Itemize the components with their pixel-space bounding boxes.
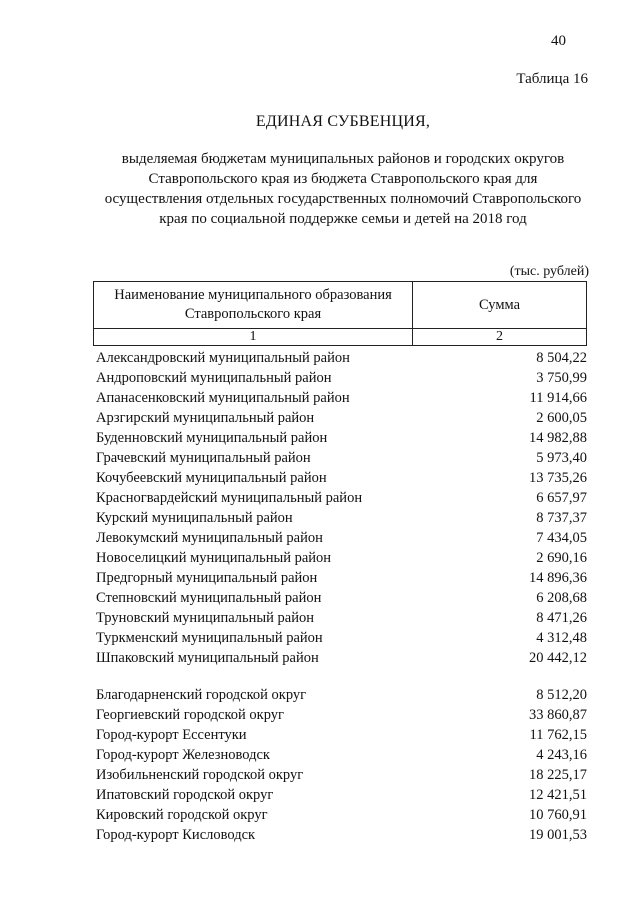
municipality-name: Ипатовский городской округ xyxy=(96,786,274,803)
municipality-name: Степновский муниципальный район xyxy=(96,589,322,606)
amount-value: 5 973,40 xyxy=(536,449,587,466)
municipality-name: Красногвардейский муниципальный район xyxy=(96,489,363,506)
table-row xyxy=(96,648,588,668)
table-row xyxy=(96,685,588,705)
table-row xyxy=(96,725,588,745)
amount-value: 8 504,22 xyxy=(536,349,587,366)
municipality-name: Изобильненский городской округ xyxy=(96,766,304,783)
table-body xyxy=(96,348,588,845)
municipality-name: Предгорный муниципальный район xyxy=(96,569,318,586)
amount-value: 11 914,66 xyxy=(529,389,587,406)
table-row xyxy=(96,368,588,388)
amount-value: 14 896,36 xyxy=(529,569,587,586)
table-row xyxy=(96,608,588,628)
table-row xyxy=(96,705,588,725)
amount-value: 20 442,12 xyxy=(529,649,587,666)
section-gap xyxy=(96,668,588,685)
table-row xyxy=(96,528,588,548)
column-number-1: 1 xyxy=(94,329,413,346)
page-number: 40 xyxy=(551,33,566,49)
table-reference: Таблица 16 xyxy=(516,71,588,87)
table-row xyxy=(96,468,588,488)
municipality-name: Грачевский муниципальный район xyxy=(96,449,311,466)
municipality-name: Левокумский муниципальный район xyxy=(96,529,323,546)
amount-value: 12 421,51 xyxy=(529,786,587,803)
subtitle-line: осуществления отдельных государственных полномочий Ставропольского xyxy=(104,191,582,207)
municipality-name: Кировский городской округ xyxy=(96,806,268,823)
municipality-name: Город-курорт Железноводск xyxy=(96,746,270,763)
table-row xyxy=(96,588,588,608)
amount-value: 18 225,17 xyxy=(529,766,587,783)
amount-value: 33 860,87 xyxy=(529,706,587,723)
table-row xyxy=(96,348,588,368)
table-row xyxy=(96,628,588,648)
table-row xyxy=(96,568,588,588)
municipality-name: Благодарненский городской округ xyxy=(96,686,307,703)
header-sum-cell: Сумма xyxy=(413,282,587,329)
municipality-name: Андроповский муниципальный район xyxy=(96,369,332,386)
subtitle-line: выделяемая бюджетам муниципальных районов и городских округов xyxy=(121,151,565,167)
municipality-name: Александровский муниципальный район xyxy=(96,349,350,366)
municipality-name: Буденновский муниципальный район xyxy=(96,429,328,446)
amount-value: 11 762,15 xyxy=(529,726,587,743)
municipality-name: Город-курорт Ессентуки xyxy=(96,726,247,743)
amount-value: 6 657,97 xyxy=(536,489,587,506)
table-row xyxy=(96,548,588,568)
header-name-cell xyxy=(94,282,413,329)
units-label: (тыс. рублей) xyxy=(509,264,589,279)
municipality-name: Туркменский муниципальный район xyxy=(96,629,323,646)
amount-value: 4 312,48 xyxy=(536,629,587,646)
table-row xyxy=(96,765,588,785)
table-row xyxy=(96,508,588,528)
municipality-name: Апанасенковский муниципальный район xyxy=(96,389,350,406)
amount-value: 13 735,26 xyxy=(529,469,587,486)
header-name-line: Наименование муниципального образования xyxy=(114,287,392,303)
table-row xyxy=(96,428,588,448)
municipality-name: Шпаковский муниципальный район xyxy=(96,649,319,666)
table-row xyxy=(96,805,588,825)
amount-value: 6 208,68 xyxy=(536,589,587,606)
municipality-name: Кочубеевский муниципальный район xyxy=(96,469,327,486)
amount-value: 8 471,26 xyxy=(536,609,587,626)
municipality-name: Курский муниципальный район xyxy=(96,509,293,526)
table-header xyxy=(93,281,587,346)
subtitle-line: края по социальной поддержке семьи и детей на 2018 год xyxy=(159,211,527,227)
table-row xyxy=(96,448,588,468)
header-name-line: Ставропольского края xyxy=(184,306,322,322)
amount-value: 3 750,99 xyxy=(536,369,587,386)
amount-value: 4 243,16 xyxy=(536,746,587,763)
municipality-name: Арзгирский муниципальный район xyxy=(96,409,315,426)
table-row xyxy=(96,825,588,845)
amount-value: 8 512,20 xyxy=(536,686,587,703)
amount-value: 7 434,05 xyxy=(536,529,587,546)
municipality-name: Новоселицкий муниципальный район xyxy=(96,549,332,566)
amount-value: 19 001,53 xyxy=(529,826,587,843)
table-row xyxy=(96,388,588,408)
amount-value: 10 760,91 xyxy=(529,806,587,823)
municipality-name: Труновский муниципальный район xyxy=(96,609,314,626)
municipality-name: Георгиевский городской округ xyxy=(96,706,284,723)
document-subtitle xyxy=(95,149,591,229)
amount-value: 14 982,88 xyxy=(529,429,587,446)
table-row xyxy=(96,488,588,508)
amount-value: 8 737,37 xyxy=(536,509,587,526)
amount-value: 2 600,05 xyxy=(536,409,587,426)
amount-value: 2 690,16 xyxy=(536,549,587,566)
subtitle-line: Ставропольского края из бюджета Ставропольского края для xyxy=(148,171,538,187)
table-row xyxy=(96,745,588,765)
table-row xyxy=(96,408,588,428)
municipality-name: Город-курорт Кисловодск xyxy=(96,826,256,843)
column-number-2: 2 xyxy=(413,329,587,346)
document-title: ЕДИНАЯ СУБВЕНЦИЯ, xyxy=(255,113,431,130)
table-row xyxy=(96,785,588,805)
